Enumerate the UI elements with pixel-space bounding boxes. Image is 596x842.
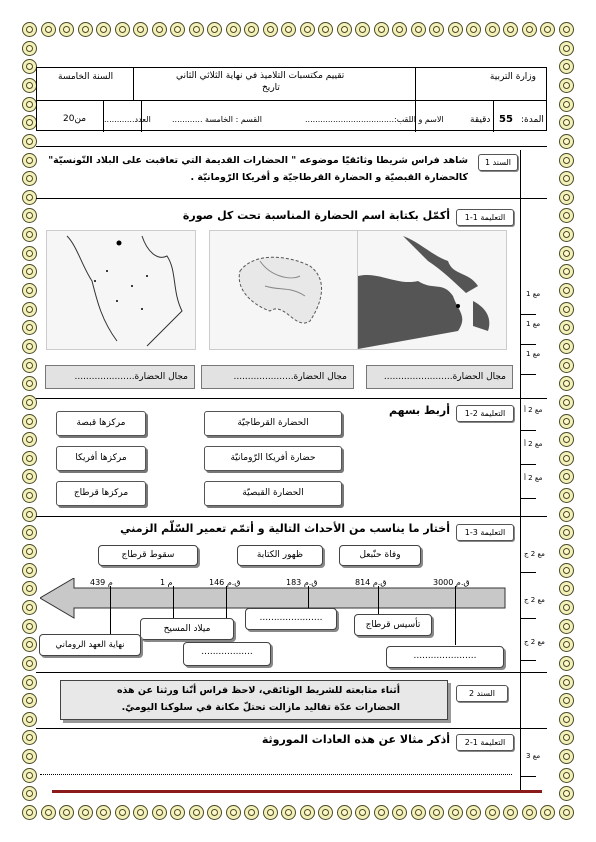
- border-ring: [559, 786, 574, 801]
- border-ring: [559, 414, 574, 429]
- border-ring: [559, 507, 574, 522]
- grade-box[interactable]: [520, 450, 536, 465]
- match-right-3-label: مركزها قرطاج: [73, 488, 129, 498]
- blank-event-1[interactable]: ......................: [245, 608, 337, 630]
- border-ring: [559, 41, 574, 56]
- match-right-3[interactable]: [56, 481, 146, 506]
- border-ring: [559, 469, 574, 484]
- match-left-1[interactable]: [204, 411, 342, 436]
- q31-tag: التعليمة 3-1: [456, 524, 514, 541]
- border-ring: [226, 22, 241, 37]
- bottom-bar: [52, 790, 542, 793]
- border-ring: [22, 507, 37, 522]
- grade-label: مع 2 ج: [524, 550, 545, 558]
- grade-label: مع 2 أ: [524, 440, 543, 448]
- border-ring: [96, 22, 111, 37]
- border-ring: [22, 395, 37, 410]
- border-ring: [559, 619, 574, 634]
- caption-field-2[interactable]: مجال الحضارة.....................: [201, 365, 354, 389]
- border-ring: [559, 59, 574, 74]
- grade-label: مع 1: [526, 290, 541, 298]
- date-label: 1 م: [160, 578, 173, 587]
- border-ring: [559, 563, 574, 578]
- border-ring: [22, 41, 37, 56]
- border-ring: [559, 320, 574, 335]
- name-field[interactable]: الاسم و اللقب:...................................: [305, 115, 444, 124]
- border-ring: [281, 805, 296, 820]
- border-ring: [22, 488, 37, 503]
- border-ring: [540, 805, 555, 820]
- border-ring: [22, 600, 37, 615]
- match-right-2-label: مركزها أفريكا: [75, 453, 127, 463]
- border-ring: [22, 544, 37, 559]
- ministry-label: وزارة التربية: [489, 72, 536, 82]
- section-divider: [36, 728, 547, 729]
- border-ring: [78, 22, 93, 37]
- border-ring: [448, 22, 463, 37]
- border-ring: [559, 451, 574, 466]
- border-ring: [22, 190, 37, 205]
- date-label: 183 ق.م: [286, 578, 318, 587]
- border-ring: [559, 153, 574, 168]
- grade-column-line: [520, 150, 521, 790]
- border-ring: [559, 712, 574, 727]
- border-ring: [281, 22, 296, 37]
- match-right-1[interactable]: [56, 411, 146, 436]
- border-ring: [22, 469, 37, 484]
- sanad2-text-1: أثناء متابعته للشريط الوثائقي، لاحظ فراس أنّنا ورثنا عن هذه: [116, 685, 400, 696]
- border-ring: [59, 22, 74, 37]
- border-ring: [263, 805, 278, 820]
- border-ring: [22, 283, 37, 298]
- border-ring: [300, 805, 315, 820]
- border-ring: [559, 246, 574, 261]
- border-ring: [22, 451, 37, 466]
- border-ring: [22, 78, 37, 93]
- border-ring: [318, 805, 333, 820]
- match-left-2[interactable]: [204, 446, 342, 471]
- date-label: 814 ق.م: [355, 578, 387, 587]
- grade-box[interactable]: [520, 646, 536, 661]
- number-field[interactable]: العدد............: [104, 115, 151, 124]
- timeline-tick: [173, 586, 174, 622]
- border-ring: [503, 805, 518, 820]
- grade-box[interactable]: [520, 604, 536, 619]
- border-ring: [22, 376, 37, 391]
- border-ring: [152, 805, 167, 820]
- class-field[interactable]: القسم : الخامسة ............: [172, 115, 262, 124]
- border-ring: [559, 339, 574, 354]
- border-ring: [22, 320, 37, 335]
- border-ring: [355, 805, 370, 820]
- border-ring: [559, 525, 574, 540]
- grade-box[interactable]: [520, 360, 536, 375]
- border-ring: [133, 22, 148, 37]
- border-ring: [559, 488, 574, 503]
- match-left-3-label: الحضارة القبصيّة: [242, 488, 304, 498]
- sanad1-text-1: شاهد فراس شريطا وثائقيّا موضوعه " الحضارات القديمة التي تعاقبت على البلاد التّونسيّة": [48, 155, 468, 166]
- blank-event-3[interactable]: ......................: [386, 646, 504, 668]
- border-ring: [429, 22, 444, 37]
- grade-label: مع 1: [526, 320, 541, 328]
- border-ring: [559, 283, 574, 298]
- border-ring: [559, 22, 574, 37]
- border-ring: [559, 544, 574, 559]
- q21-tag: التعليمة 2-1: [456, 405, 514, 422]
- border-ring: [59, 805, 74, 820]
- border-ring: [244, 22, 259, 37]
- border-ring: [411, 805, 426, 820]
- border-ring: [22, 581, 37, 596]
- border-ring: [559, 208, 574, 223]
- border-ring: [559, 115, 574, 130]
- section-divider: [36, 672, 547, 673]
- border-ring: [559, 600, 574, 615]
- border-ring: [115, 22, 130, 37]
- duration-label: المدة:: [521, 115, 544, 125]
- border-ring: [170, 22, 185, 37]
- border-ring: [559, 302, 574, 317]
- border-ring: [22, 432, 37, 447]
- blank-event-2[interactable]: ..................: [183, 642, 271, 666]
- border-ring: [22, 637, 37, 652]
- border-ring: [133, 805, 148, 820]
- border-ring: [559, 171, 574, 186]
- border-ring: [115, 805, 130, 820]
- border-ring: [22, 302, 37, 317]
- border-ring: [22, 227, 37, 242]
- caption-field-3[interactable]: مجال الحضارة........................: [366, 365, 513, 389]
- border-ring: [22, 563, 37, 578]
- border-ring: [559, 637, 574, 652]
- border-ring: [170, 805, 185, 820]
- sanad1-text-2: كالحضارة القبصيّة و الحضارة القرطاجيّة و أفريكا الرّومانيّة .: [190, 172, 468, 183]
- border-ring: [522, 22, 537, 37]
- grade-label: مع 2 ج: [524, 638, 545, 646]
- answer-line[interactable]: [40, 774, 512, 775]
- border-ring: [559, 264, 574, 279]
- border-ring: [22, 525, 37, 540]
- border-ring: [559, 749, 574, 764]
- border-ring: [22, 805, 37, 820]
- border-ring: [22, 264, 37, 279]
- border-ring: [503, 22, 518, 37]
- border-ring: [22, 693, 37, 708]
- q21-prompt: أربط بسهم: [388, 404, 450, 417]
- date-label: 439 م: [90, 578, 113, 587]
- border-ring: [22, 414, 37, 429]
- q12-prompt: أذكر مثالا عن هذه العادات الموروثة: [261, 733, 450, 746]
- border-ring: [22, 208, 37, 223]
- border-ring: [22, 656, 37, 671]
- sanad1-tag: السند 1: [478, 154, 518, 171]
- border-ring: [559, 675, 574, 690]
- border-ring: [411, 22, 426, 37]
- border-ring: [22, 786, 37, 801]
- border-ring: [226, 805, 241, 820]
- border-ring: [22, 339, 37, 354]
- option-hannibal[interactable]: وفاة حنّبعل: [339, 545, 421, 566]
- border-ring: [22, 619, 37, 634]
- border-ring: [22, 153, 37, 168]
- border-ring: [559, 395, 574, 410]
- grade-box[interactable]: [520, 300, 536, 315]
- grade-box[interactable]: [520, 416, 536, 431]
- match-right-2[interactable]: [56, 446, 146, 471]
- border-ring: [429, 805, 444, 820]
- grade-box[interactable]: [520, 484, 536, 499]
- border-ring: [22, 171, 37, 186]
- border-ring: [559, 768, 574, 783]
- border-ring: [374, 805, 389, 820]
- page-subject: تاريخ: [262, 83, 280, 93]
- sanad2-tag: السند 2: [456, 685, 508, 702]
- event-roman-end: نهاية العهد الروماني: [39, 634, 141, 656]
- option-fall-carthage[interactable]: سقوط قرطاج: [98, 545, 198, 566]
- grade-box[interactable]: [520, 330, 536, 345]
- border-ring: [485, 805, 500, 820]
- timeline-tick: [455, 586, 456, 645]
- date-label: 3000 ق.م: [433, 578, 470, 587]
- border-ring: [559, 730, 574, 745]
- border-ring: [300, 22, 315, 37]
- border-ring: [355, 22, 370, 37]
- border-ring: [559, 190, 574, 205]
- match-right-1-label: مركزها قبصة: [76, 418, 126, 428]
- border-ring: [22, 358, 37, 373]
- border-ring: [22, 749, 37, 764]
- match-left-3[interactable]: [204, 481, 342, 506]
- page-title: تقييم مكتسبات التلاميذ في نهاية الثلاثي الثاني: [176, 71, 345, 81]
- border-ring: [189, 22, 204, 37]
- border-ring: [78, 805, 93, 820]
- timeline-tick: [110, 586, 111, 638]
- q12-tag: التعليمة 1-2: [456, 734, 514, 751]
- duration-value: 55: [499, 114, 513, 125]
- border-ring: [392, 805, 407, 820]
- match-left-2-label: حضارة أفريكا الرّومانيّة: [230, 453, 316, 463]
- border-ring: [559, 78, 574, 93]
- grade-box[interactable]: [520, 558, 536, 573]
- border-ring: [244, 805, 259, 820]
- map-roman-africa: [357, 230, 507, 350]
- border-ring: [337, 22, 352, 37]
- date-label: 146 ق.م: [209, 578, 241, 587]
- border-ring: [559, 581, 574, 596]
- border-ring: [22, 22, 37, 37]
- sanad2-text-2: الحضارات عدّة تقاليد مازالت تحتلّ مكانة في سلوكنا اليوميّ.: [121, 702, 400, 713]
- q11-prompt: أكمّل بكتابة اسم الحضارة المناسبة تحت كل صورة: [182, 209, 450, 222]
- border-ring: [392, 22, 407, 37]
- section-divider: [36, 146, 547, 147]
- border-ring: [559, 97, 574, 112]
- q11-tag: التعليمة 1-1: [456, 209, 514, 226]
- border-ring: [559, 227, 574, 242]
- border-ring: [189, 805, 204, 820]
- event-christ-birth: ميلاد المسيح: [140, 618, 234, 640]
- border-ring: [559, 376, 574, 391]
- grade-label: مع 3: [526, 752, 541, 760]
- border-ring: [22, 134, 37, 149]
- grade-label: مع 2 أ: [524, 474, 543, 482]
- border-ring: [559, 134, 574, 149]
- section-divider: [36, 198, 547, 199]
- border-ring: [559, 656, 574, 671]
- map-capsian: [46, 230, 196, 350]
- score-label: من20: [63, 114, 87, 124]
- option-writing[interactable]: ظهور الكتابة: [237, 545, 323, 566]
- q31-prompt: أختار ما يناسب من الأحداث التالية و أتمّم تعمير السّلّم الزمني: [120, 522, 450, 535]
- border-ring: [22, 712, 37, 727]
- year-label: السنة الخامسة: [58, 72, 114, 82]
- border-ring: [485, 22, 500, 37]
- grade-label: مع 1: [526, 350, 541, 358]
- map-carthage: [209, 230, 359, 350]
- border-ring: [207, 805, 222, 820]
- border-ring: [559, 693, 574, 708]
- match-left-1-label: الحضارة القرطاجيّة: [237, 418, 309, 428]
- border-ring: [466, 22, 481, 37]
- section-divider: [36, 516, 547, 517]
- border-ring: [22, 59, 37, 74]
- border-ring: [22, 675, 37, 690]
- border-ring: [559, 432, 574, 447]
- border-ring: [374, 22, 389, 37]
- border-ring: [559, 358, 574, 373]
- section-divider: [36, 398, 547, 399]
- border-ring: [22, 730, 37, 745]
- border-ring: [96, 805, 111, 820]
- border-ring: [540, 22, 555, 37]
- border-ring: [318, 22, 333, 37]
- border-ring: [207, 22, 222, 37]
- border-ring: [22, 115, 37, 130]
- border-ring: [448, 805, 463, 820]
- event-carthage-founding: تأسيس قرطاج: [354, 614, 432, 636]
- border-ring: [22, 97, 37, 112]
- grade-box[interactable]: [520, 762, 536, 777]
- border-ring: [337, 805, 352, 820]
- border-ring: [559, 805, 574, 820]
- border-ring: [466, 805, 481, 820]
- grade-label: مع 2 أ: [524, 406, 543, 414]
- grade-label: مع 2 ج: [524, 596, 545, 604]
- duration-unit: دقيقة: [470, 115, 491, 125]
- border-ring: [152, 22, 167, 37]
- border-ring: [22, 768, 37, 783]
- border-ring: [41, 805, 56, 820]
- border-ring: [522, 805, 537, 820]
- border-ring: [263, 22, 278, 37]
- caption-field-1[interactable]: مجال الحضارة.....................: [45, 365, 195, 389]
- border-ring: [41, 22, 56, 37]
- border-ring: [22, 246, 37, 261]
